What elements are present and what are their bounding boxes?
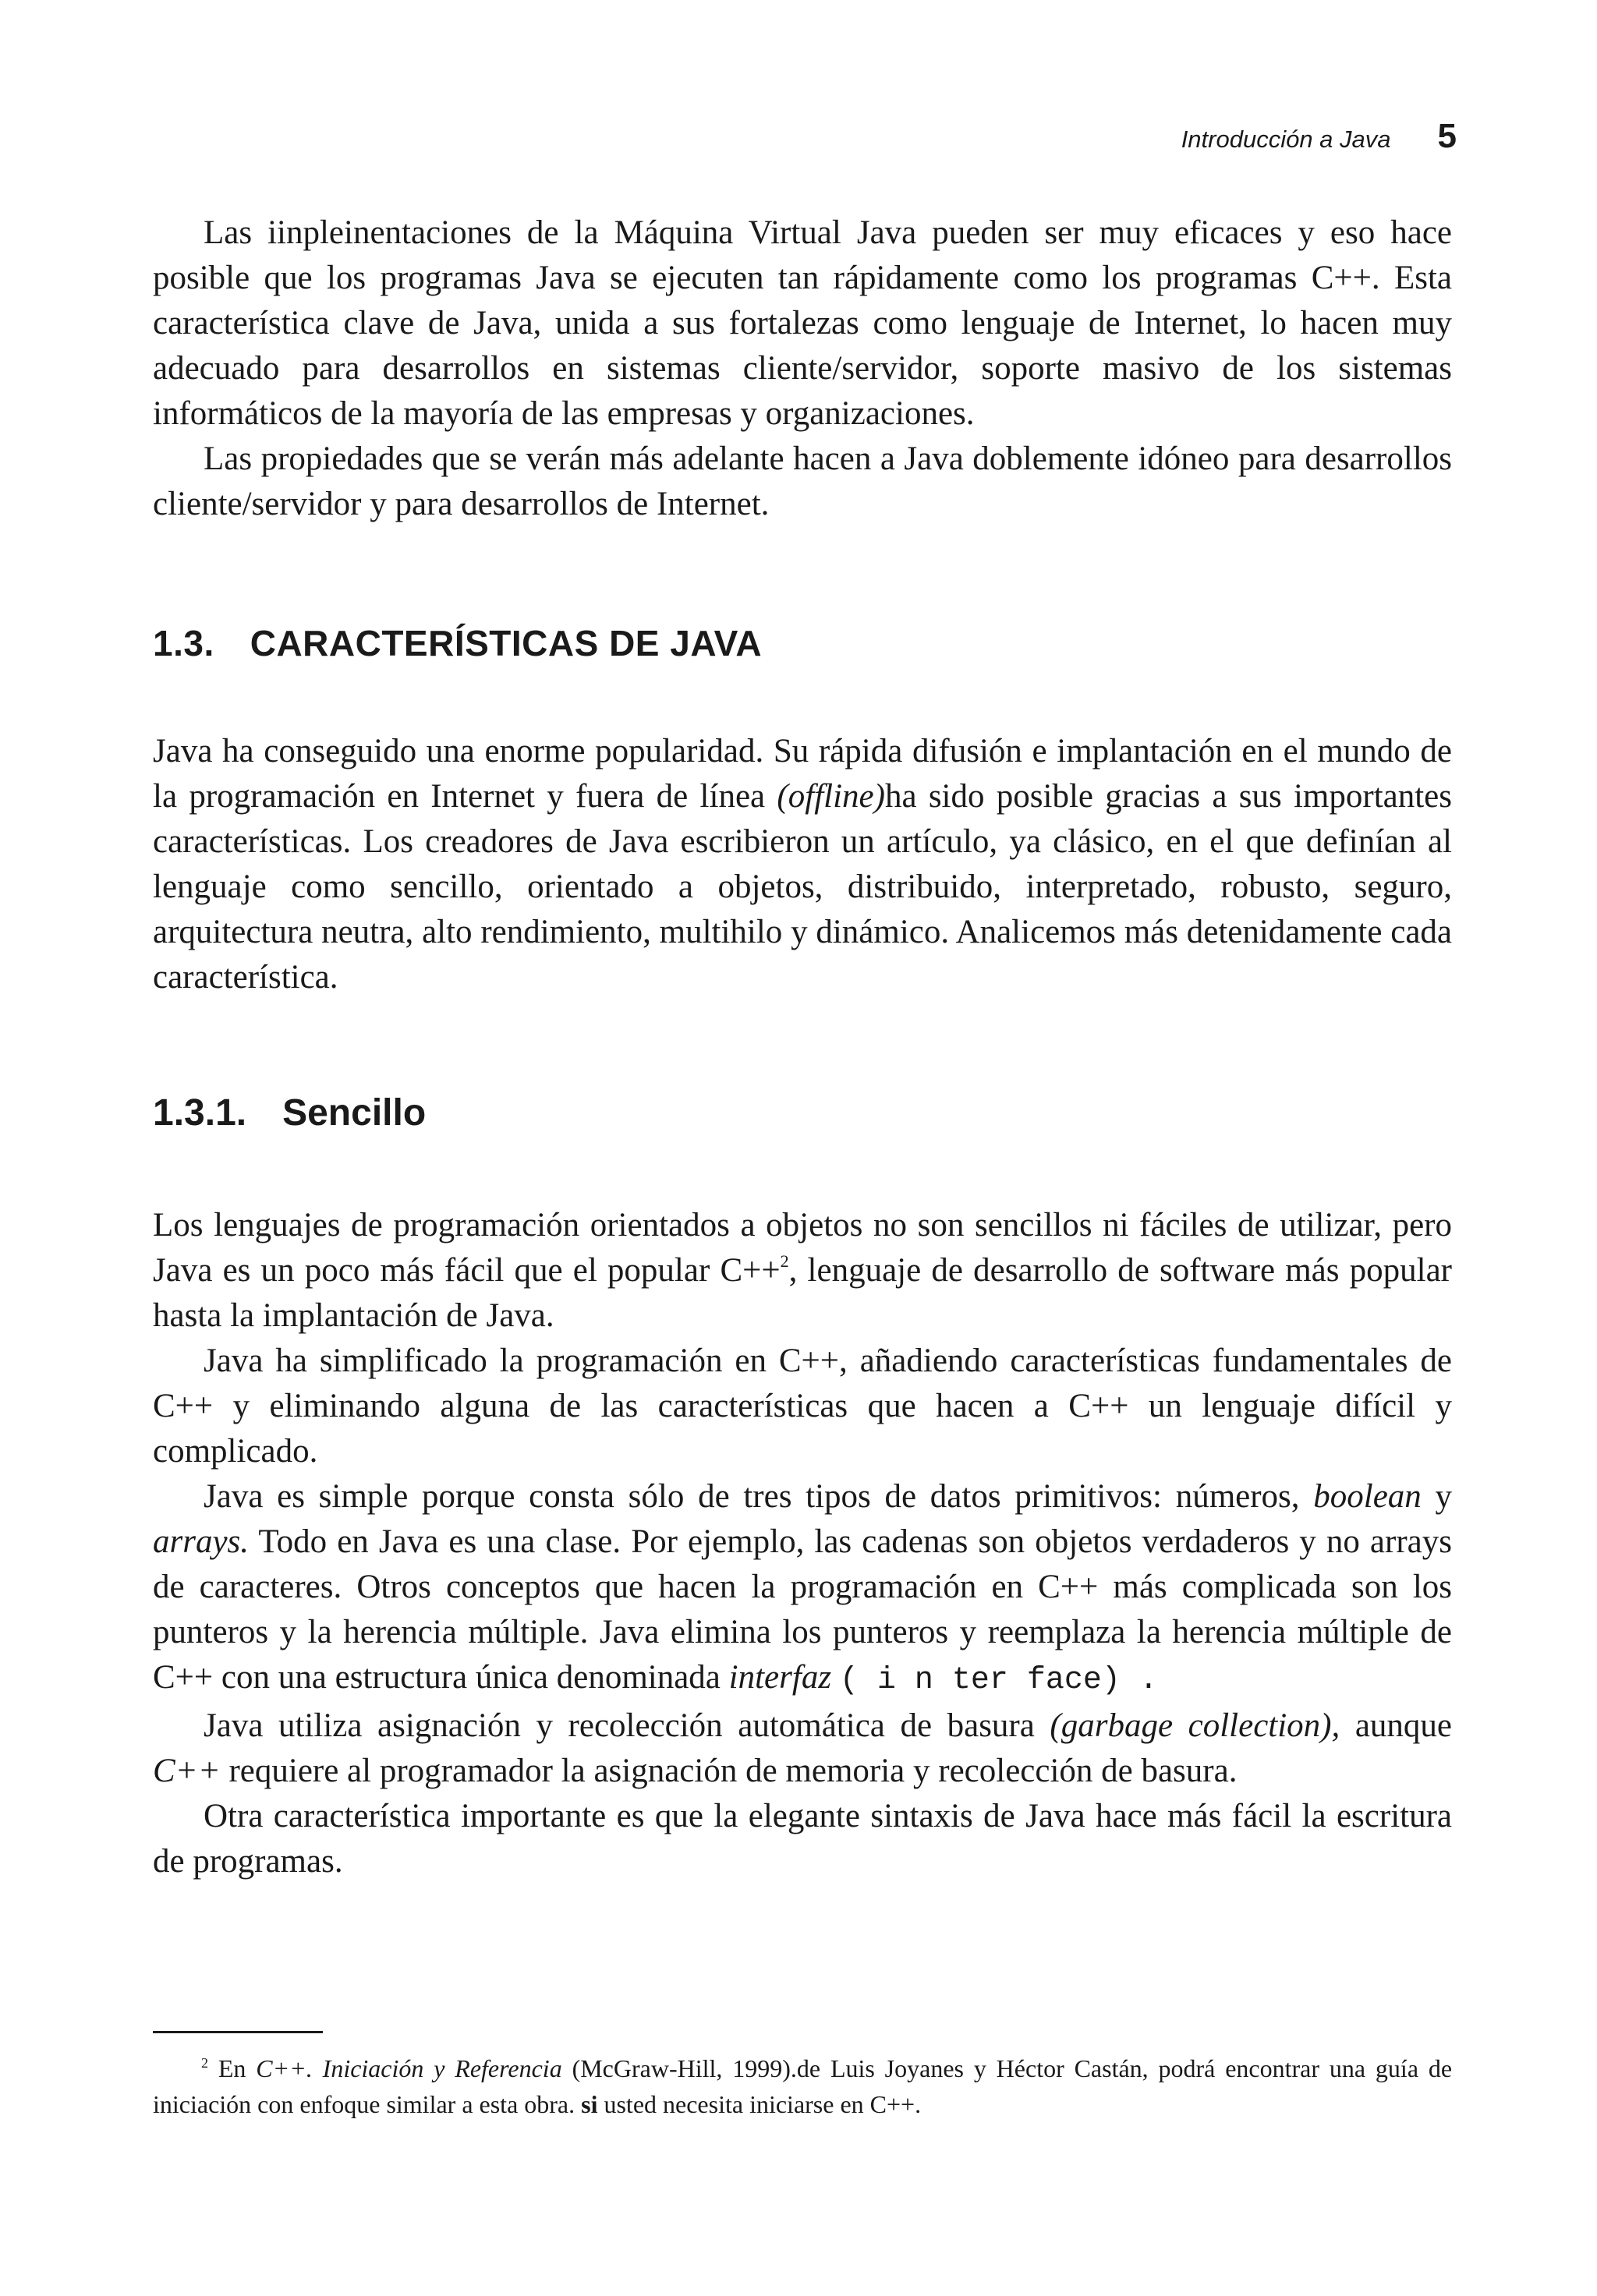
footnote-reference[interactable]: 2 bbox=[780, 1251, 789, 1271]
footnote-text-c: usted necesita iniciarse en C++. bbox=[604, 2090, 922, 2118]
offline-term: (offline) bbox=[777, 778, 885, 815]
p1-text-a: Los lenguajes de programación orientados a objetos no son sencillos ni fáciles de utilizar, pero Java es un poco más fácil que el popular C++ bbox=[153, 1207, 1452, 1289]
intro-paragraph-2: Las propiedades que se verán más adelante hacen a Java doblemente idóneo para desarrollos cliente/servidor y para desarrollos de Internet. bbox=[153, 440, 1452, 522]
subsection-number: 1.3.1. bbox=[153, 1092, 247, 1134]
section-paragraph-text-a: Java ha conseguido una enorme popularidad. Su rápida difusión e implantación en el mundo de la programación en Internet y fuera de línea bbox=[153, 733, 1452, 815]
sencillo-paragraph-5: Otra característica importante es que la elegante sintaxis de Java hace más fácil la escritura de programas. bbox=[153, 1798, 1452, 1880]
footnote-text bbox=[153, 2050, 1452, 2122]
p1-text-b: , lenguaje de desarrollo de software más popular hasta la implantación de Java. bbox=[153, 1252, 1452, 1334]
running-head bbox=[1181, 117, 1457, 156]
section-number: 1.3. bbox=[153, 623, 214, 663]
footnote-text-b: (McGraw-Hill, 1999).de Luis Joyanes y Héctor Castán, podrá encontrar una guía de iniciación con enfoque similar a esta obra. bbox=[153, 2054, 1453, 2118]
interfaz-term: interfaz bbox=[728, 1659, 832, 1696]
garbage-collection-term: (garbage collection), bbox=[1050, 1707, 1340, 1744]
section-title: CARACTERÍSTICAS DE JAVA bbox=[250, 623, 763, 663]
footnote-book-title: Iniciación y Referencia bbox=[322, 2054, 562, 2082]
section-paragraph-text-b: ha sido posible gracias a sus importantes características. Los creadores de Java escribieron un artículo, ya clásico, en el que definían al lenguaje como sencillo, orientado a objetos, distribuido, interpretado, robusto, seguro, arquitectura neutra, alto rendimiento, multihilo y dinámico. Analicemos más detenidamente cada característica. bbox=[153, 778, 1452, 996]
arrays-term: arrays. bbox=[153, 1523, 250, 1560]
sencillo-paragraph-3 bbox=[153, 1474, 1452, 1703]
section-heading bbox=[153, 622, 762, 664]
p3-text-a: Java es simple porque consta sólo de tres tipos de datos primitivos: números, bbox=[204, 1478, 1300, 1515]
boolean-term: boolean bbox=[1313, 1478, 1422, 1515]
footnote bbox=[153, 2050, 1452, 2122]
intro-text bbox=[153, 210, 1452, 527]
footnote-marker: 2 bbox=[201, 2055, 208, 2071]
interface-code: ( i n ter face) . bbox=[839, 1663, 1158, 1698]
footnote-cpp: C++. bbox=[256, 2054, 313, 2082]
footnote-divider bbox=[153, 2031, 323, 2033]
section-paragraph bbox=[153, 729, 1452, 1000]
p4-text-c: requiere al programador la asignación de memoria y recolección de basura. bbox=[228, 1753, 1238, 1789]
p3-text-b: Todo en Java es una clase. Por ejemplo, las cadenas son objetos verdaderos y no arrays de caracteres. Otros conceptos que hacen la programación en C++ más complicada son los punteros y la herencia múltiple. Java elimina los punteros y reemplaza la herencia múltiple de C++ con una estructura única denominada bbox=[153, 1523, 1452, 1696]
p3-conjunction: y bbox=[1435, 1478, 1453, 1515]
intro-paragraph-1: Las iinpleinentaciones de la Máquina Virtual Java pueden ser muy eficaces y eso hace posible que los programas Java se ejecuten tan rápidamente como los programas C++. Esta característica clave de Java, unida a sus fortalezas como lenguaje de Internet, lo hacen muy adecuado para desarrollos en sistemas cliente/servidor, soporte masivo de los sistemas informáticos de la mayoría de las empresas y organizaciones. bbox=[153, 214, 1452, 432]
sencillo-paragraph-1 bbox=[153, 1203, 1452, 1339]
sencillo-paragraph-4 bbox=[153, 1703, 1452, 1794]
subsection-title: Sencillo bbox=[282, 1092, 427, 1134]
footnote-text-a: En bbox=[218, 2054, 246, 2082]
sencillo-paragraph-2: Java ha simplificado la programación en C++, añadiendo características fundamentales de C++ y eliminando alguna de las características que hacen a C++ un lenguaje difícil y complicado. bbox=[153, 1343, 1452, 1470]
page-number: 5 bbox=[1437, 117, 1457, 155]
cpp-term: C++ bbox=[153, 1753, 221, 1789]
section-intro-text bbox=[153, 729, 1452, 1000]
subsection-heading bbox=[153, 1091, 426, 1134]
footnote-si: si bbox=[581, 2090, 598, 2118]
p4-text-a: Java utiliza asignación y recolección automática de basura bbox=[204, 1707, 1035, 1744]
running-head-title: Introducción a Java bbox=[1181, 126, 1391, 153]
p4-text-b: aunque bbox=[1354, 1707, 1452, 1744]
subsection-text bbox=[153, 1203, 1452, 1884]
